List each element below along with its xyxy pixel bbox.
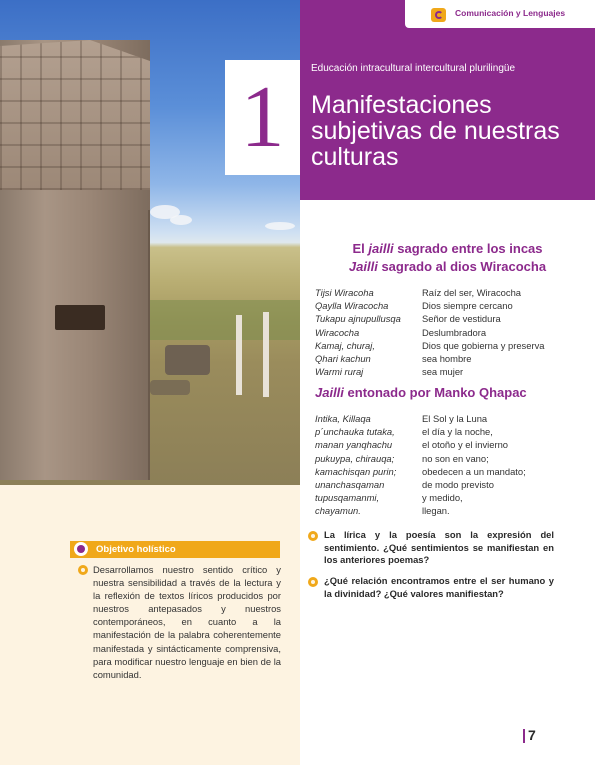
- objective-icon: [74, 542, 88, 556]
- cloud: [265, 222, 295, 230]
- stone-edge: [148, 210, 150, 480]
- objective-title: Objetivo holístico: [96, 544, 176, 555]
- stone-post: [263, 312, 269, 397]
- page-number: 7: [528, 727, 536, 743]
- section-logo-icon: [431, 8, 446, 22]
- page-title: Manifestaciones subjetivas de nuestras culturas: [311, 91, 560, 171]
- question-2: ¿Qué relación encontramos entre el ser humano y la divinidad? ¿Qué valores manifiestan?: [324, 575, 554, 599]
- poem1-title: El jailli sagrado entre los incas Jailli sagrado al dios Wiracocha: [348, 241, 547, 274]
- poem2-title: Jailli entonado por Manko Qhapac: [315, 385, 527, 400]
- rock: [165, 345, 210, 375]
- rock: [150, 380, 190, 395]
- section-tab: [405, 0, 595, 28]
- bullet-icon: [78, 565, 88, 575]
- stone-post: [236, 315, 242, 395]
- bullet-icon: [308, 531, 318, 541]
- poem1-translation: Raíz del ser, Wiracocha Dios siempre cercano Señor de vestidura Deslumbradora Dios que gobierna y preserva sea hombre sea mujer: [422, 287, 545, 378]
- unit-number-box: [225, 60, 300, 175]
- question-1: La lírica y la poesía son la expresión del sentimiento. ¿Qué sentimientos se manifiestan en los anteriores poemas?: [324, 529, 554, 566]
- unit-number: 1: [240, 68, 285, 166]
- carved-stone-relief: [0, 40, 150, 190]
- section-tab-label: Comunicación y Lenguajes: [455, 8, 566, 18]
- poem2-translation: El Sol y la Luna el día y la noche, el otoño y el invierno no son en vano; obedecen a un mandato; de modo previsto y medido, llegan.: [422, 413, 526, 517]
- poem1-original: Tijsi Wiracoha Qaylla Wiracocha Tukapu ajnupullusqa Wiracocha Kamaj, churaj, Qhari kachun Warmi ruraj: [315, 287, 401, 378]
- objective-text: Desarrollamos nuestro sentido crítico y nuestra sensibilidad a través de la lectura y la reflexión de textos líricos producidos por nuestros antepasados y nuestros contemporáneos, en cuanto a la manifestación de la palabra coherentemente manifestada y sintácticamente comprensiva, para modificar nuestro lenguaje en bien de la comunidad.: [93, 564, 281, 680]
- header-subtitle: Educación intracultural intercultural plurilingüe: [311, 63, 515, 74]
- poem2-original: Intika, Killaqa p´unchauka tutaka, manan yanqhachu pukuypa, chirauqa; kamachisqan purin; unanchasqaman tupusqamanmi, chayamun.: [315, 413, 397, 517]
- cloud: [170, 215, 192, 225]
- bullet-icon: [308, 577, 318, 587]
- stone-opening: [55, 305, 105, 330]
